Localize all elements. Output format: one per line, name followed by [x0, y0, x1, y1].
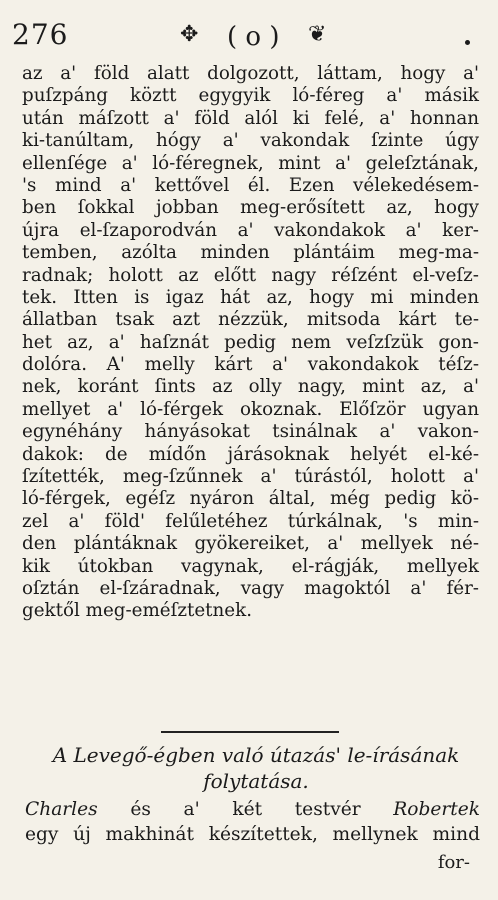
text-line: temben, azólta minden plántáim meg-ma-	[22, 242, 479, 264]
text-line: tek. Itten is igaz hát az, hogy mi minden	[22, 286, 479, 308]
name-charles: Charles	[25, 799, 98, 820]
text-line: dolóra. A' melly kárt a' vakondakok téſz-	[22, 354, 479, 376]
section-divider	[161, 731, 339, 733]
section-body-line-1	[25, 797, 480, 822]
text-line: oſztán el-ſzáradnak, vagy magoktól a' fér-	[22, 577, 479, 599]
text-line: puſzpáng köztt egygyik ló-féreg a' másik	[22, 85, 479, 107]
text-line: állatban tsak azt nézzük, mitsoda kárt te-	[22, 309, 479, 331]
text-line: zel a' föld' felűletéhez túrkálnak, 's min-	[22, 510, 479, 532]
text-mid: és a' két testvér	[130, 799, 361, 820]
text-line: ſzítették, meg-ſzűnnek a' túrástól, holott a'	[22, 466, 479, 488]
page-header	[12, 14, 486, 54]
fleuron-right-icon: ❦	[308, 22, 327, 47]
fleuron-left-icon: ✥	[180, 22, 199, 47]
text-line: gektől meg-eméſztetnek.	[22, 600, 253, 622]
text-line: mellyet a' ló-férgek okoznak. Előſzör ugyan	[22, 398, 479, 420]
page-number: 276	[12, 18, 69, 51]
text-line: ben ſokkal jobban meg-erősített az, hogy	[22, 197, 479, 219]
section-body	[25, 797, 480, 847]
section-title-line-1: A Levegő-égben való útazás' le-írásának	[52, 743, 460, 767]
text-line: kik útokban vagynak, el-rágják, mellyek	[22, 555, 479, 577]
header-dot	[465, 40, 470, 45]
text-line: az a' föld alatt dolgozott, láttam, hogy a'	[22, 63, 479, 84]
text-line: ellenſége a' ló-féregnek, mint a' geleſztának,	[22, 152, 479, 174]
text-line: újra el-ſzaporodván a' vakondakok a' ker-	[22, 219, 479, 241]
text-line: dakok: de mídőn járásoknak helyét el-ké-	[22, 443, 479, 465]
header-mark: ( o )	[227, 22, 280, 52]
body-text	[22, 63, 479, 623]
text-line: ló-férgek, egéſz nyáron által, még pedig kö-	[22, 488, 479, 510]
text-line: egynéhány hányásokat tsinálnak a' vakon-	[22, 421, 479, 443]
text-line: ki-tanúltam, hógy a' vakondak ſzinte úgy	[22, 130, 479, 152]
name-robertek: Robertek	[393, 799, 480, 820]
section-title	[30, 742, 482, 794]
text-line: 's mind a' kettővel él. Ezen vélekedésem-	[22, 174, 479, 196]
text-line: het az, a' haſznát pedig nem veſzſzük gon-	[22, 331, 479, 353]
text-line: radnak; holott az előtt nagy réſzént el-veſz-	[22, 264, 479, 286]
text-line: után máſzott a' föld alól ki felé, a' honnan	[22, 107, 479, 129]
catchword: for-	[437, 852, 470, 873]
section-title-line-2: folytatása.	[203, 769, 309, 793]
text-line: den plántáknak gyökereiket, a' mellyek né-	[22, 533, 479, 555]
text-line: nek, koránt ſints az olly nagy, mint az, a'	[22, 376, 479, 398]
section-body-line-2: egy új makhinát készítettek, mellynek mind	[25, 824, 480, 845]
